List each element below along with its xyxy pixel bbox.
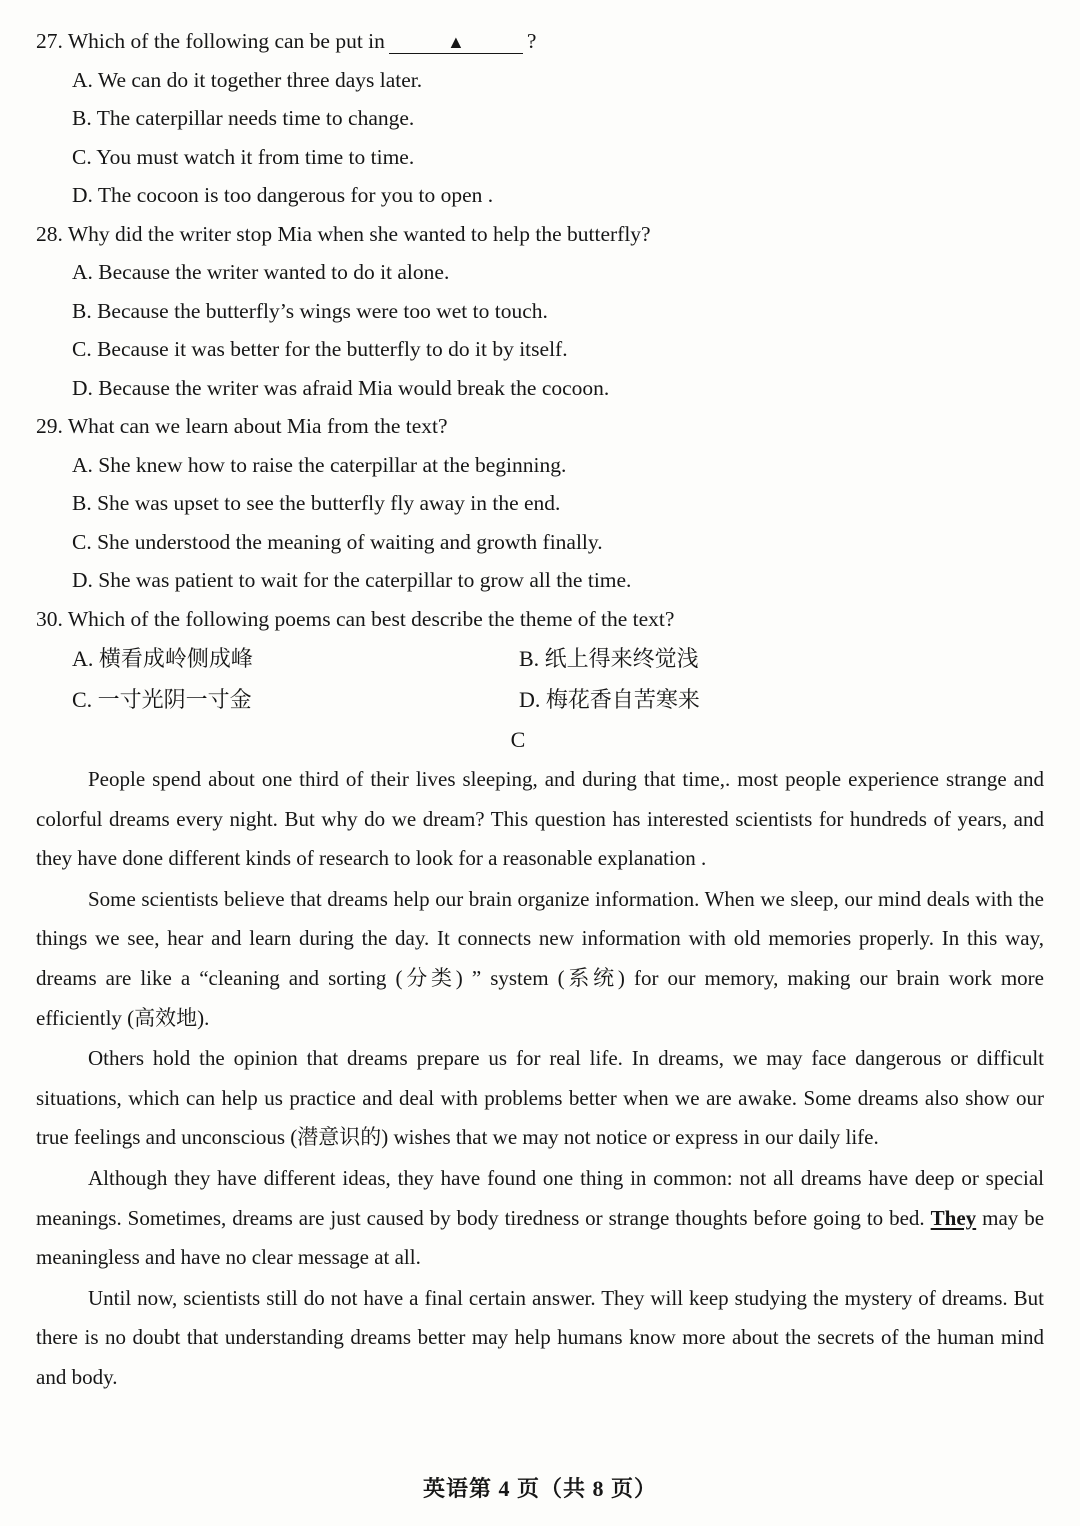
question-28-option-d: D. Because the writer was afraid Mia would break the cocoon. (72, 375, 610, 400)
question-27-option-d: D. The cocoon is too dangerous for you to open . (72, 183, 494, 207)
question-30-stem: 30. Which of the following poems can best describe the theme of the text? (36, 606, 675, 631)
question-29-option-b: B. She was upset to see the butterfly fly away in the end. (72, 491, 561, 515)
section-label: C (510, 727, 526, 752)
passage-paragraph-5: Until now, scientists still do not have a final certain answer. They will keep studying the mystery of dreams. But there is no doubt that understanding dreams better may help humans know more about the secrets of the human mind and body. (36, 1285, 1044, 1389)
question-30-option-d: D. 梅花香自苦寒来 (519, 687, 700, 712)
question-29-stem: 29. What can we learn about Mia from the text? (36, 414, 448, 438)
question-28-option-b: B. Because the butterfly’s wings were too wet to touch. (72, 298, 548, 323)
passage-paragraph-4: Although they have different ideas, they have found one thing in common: not all dreams have deep or special meanings. Sometimes, dreams are just caused by body tiredness or strange thoughts before going to bed. They may be meaningless and have no clear message at all. (36, 1165, 1045, 1270)
question-27-option-a: A. We can do it together three days later. (72, 67, 423, 92)
question-30-option-a: A. 横看成岭侧成峰 (72, 646, 253, 671)
question-28-stem: 28. Why did the writer stop Mia when she wanted to help the butterfly? (36, 221, 651, 246)
question-29-option-a: A. She knew how to raise the caterpillar at the beginning. (72, 452, 567, 477)
question-30-option-c: C. 一寸光阴一寸金 (72, 687, 252, 712)
question-27-option-b: B. The caterpillar needs time to change. (72, 106, 415, 130)
question-27-option-c: C. You must watch it from time to time. (72, 144, 415, 169)
passage-paragraph-1: People spend about one third of their lives sleeping, and during that time,. most people experience strange and colorful dreams every night. But why do we dream? This question has interested scientists for hundreds of years, and they have done different kinds of research to look for a reasonable explanation . (36, 767, 1044, 871)
passage-paragraph-3: Others hold the opinion that dreams prepare us for real life. In dreams, we may face dangerous or difficult situations, which can help us practice and deal with problems better when we are awake. Some dreams also show our true feelings and unconscious (潜意识的) wishes that we may not notice or express in our daily life. (36, 1046, 1044, 1150)
underlined-word: They (930, 1205, 977, 1230)
question-29-option-c: C. She understood the meaning of waiting and growth finally. (72, 529, 603, 554)
passage-paragraph-2: Some scientists believe that dreams help our brain organize information. When we sleep, our mind deals with the things we see, hear and learn during the day. It connects new information with old memories properly. In this way, dreams are like a “cleaning and sorting (分类) ” system (系统) for our memory, making our brain work more efficiently (高效地). (36, 886, 1044, 1030)
question-27-stem: 27. Which of the following can be put in ▲ ? (36, 29, 537, 53)
page-footer: 英语第 4 页（共 8 页） (422, 1476, 657, 1501)
exam-page (36, 22, 1044, 1399)
question-30-option-b: B. 纸上得来终觉浅 (519, 646, 699, 671)
triangle-marker-icon: ▲ (446, 32, 465, 52)
question-29-option-d: D. She was patient to wait for the caterpillar to grow all the time. (72, 568, 632, 592)
question-28-option-c: C. Because it was better for the butterfly to do it by itself. (72, 337, 568, 361)
question-28-option-a: A. Because the writer wanted to do it alone. (72, 260, 450, 284)
question-30-options (36, 638, 1044, 720)
answer-blank (389, 30, 523, 54)
